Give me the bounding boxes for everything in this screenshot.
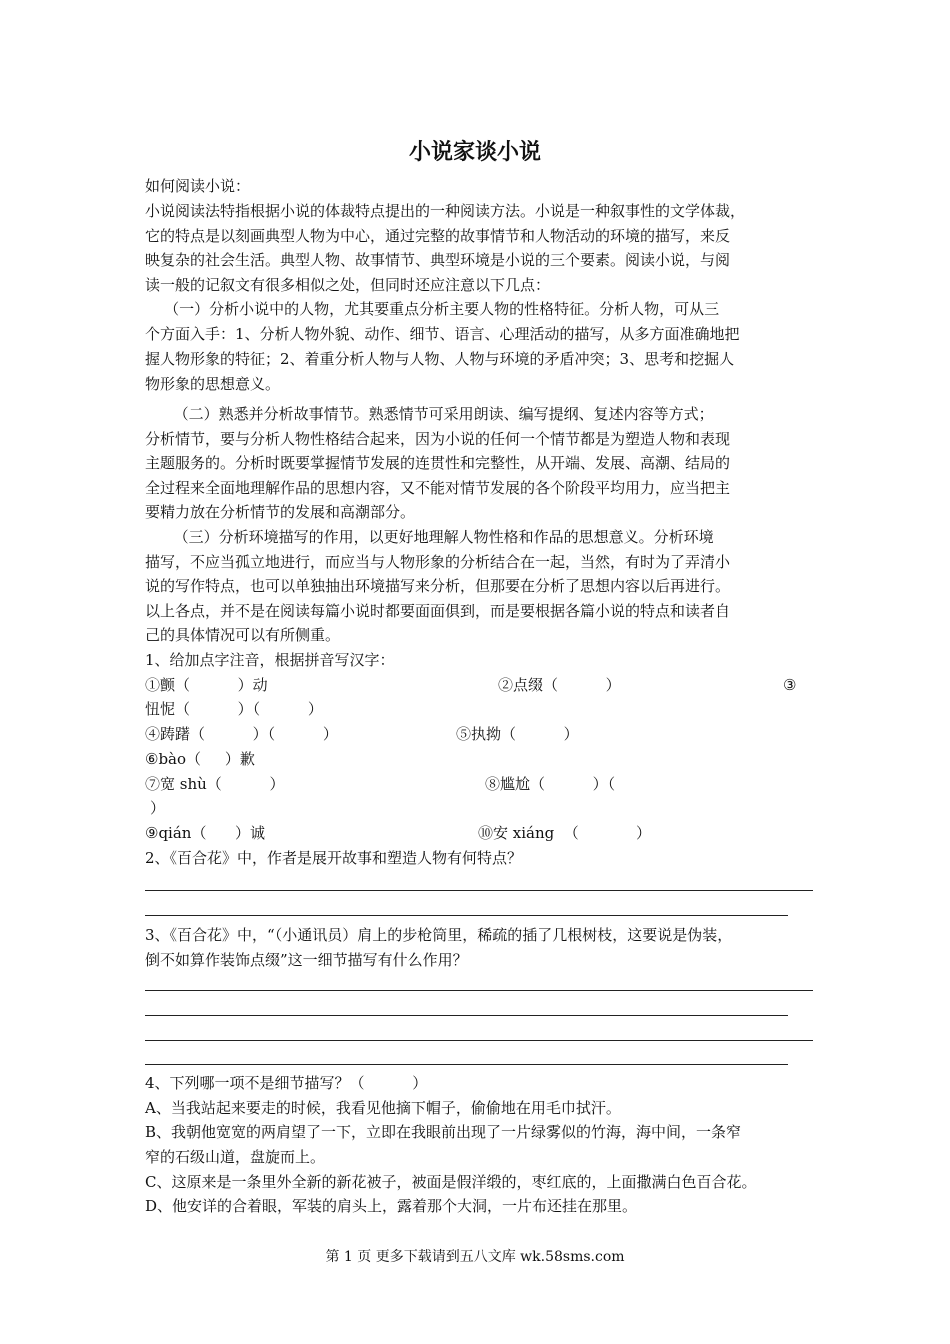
pinyin-item: ⑩安 xiáng （ ）	[478, 824, 651, 842]
pinyin-item: ）	[150, 799, 166, 817]
point-two-line: 全过程来全面地理解作品的思想内容，又不能对情节发展的各个阶段平均用力，应当把主	[145, 479, 731, 497]
point-three-line: 己的具体情况可以有所侧重。	[145, 626, 341, 644]
answer-line	[145, 990, 813, 991]
point-three-line: 描写，不应当孤立地进行，而应当与人物形象的分析结合在一起，当然，有时为了弄清小	[145, 553, 731, 571]
pinyin-item: ⑧尴尬（ ）（	[485, 775, 616, 793]
point-one-line: 物形象的思想意义。	[145, 375, 281, 393]
pinyin-item: ⑦宽 shù（ ）	[145, 775, 285, 793]
intro-line: 映复杂的社会生活。典型人物、故事情节、典型环境是小说的三个要素。阅读小说，与阅	[145, 251, 731, 269]
pinyin-item: 忸怩（ ）（ ）	[145, 700, 323, 718]
point-one-line: 握人物形象的特征；2、着重分析人物与人物、人物与环境的矛盾冲突；3、思考和挖掘人	[145, 350, 735, 368]
answer-line	[145, 1064, 788, 1065]
intro-line: 小说阅读法特指根据小说的体裁特点提出的一种阅读方法。小说是一种叙事性的文学体裁，	[145, 202, 746, 220]
question-3-line: 倒不如算作装饰点缀”这一细节描写有什么作用？	[145, 951, 468, 969]
point-one-line: 个方面入手：1、分析人物外貌、动作、细节、语言、心理活动的描写，从多方面准确地把	[145, 325, 740, 343]
option-b: B、我朝他宽宽的两肩望了一下，立即在我眼前出现了一片绿雾似的竹海，海中间，一条窄	[145, 1123, 742, 1141]
option-c: C、这原来是一条里外全新的新花被子，被面是假洋缎的，枣红底的，上面撒满白色百合花。	[145, 1173, 757, 1191]
point-two-line: （二）熟悉并分析故事情节。熟悉情节可采用朗读、编写提纲、复述内容等方式；	[145, 405, 714, 423]
question-4-prompt: 4、下列哪一项不是细节描写？（ ）	[145, 1074, 428, 1092]
question-2-prompt: 2、《百合花》中，作者是展开故事和塑造人物有何特点？	[145, 849, 523, 867]
point-one-line: （一）分析小说中的人物，尤其要重点分析主要人物的性格特征。分析人物，可从三	[145, 300, 720, 318]
question-1-prompt: 1、给加点字注音，根据拼音写汉字：	[145, 651, 395, 669]
option-b-cont: 窄的石级山道，盘旋而上。	[145, 1148, 326, 1166]
page-title: 小说家谈小说	[408, 139, 541, 165]
answer-line	[145, 1040, 813, 1041]
answer-line	[145, 890, 813, 891]
page-footer: 第 1 页 更多下载请到五八文库 wk.58sms.com	[325, 1249, 625, 1265]
question-3-line: 3、《百合花》中，“（小通讯员）肩上的步枪筒里，稀疏的插了几根树枝，这要说是伪装，	[145, 926, 733, 944]
pinyin-item: ④踌躇（ ）（ ）	[145, 725, 338, 743]
pinyin-item: ⑥bào（ ）歉	[145, 750, 255, 768]
pinyin-item: ⑨qián（ ）诚	[145, 824, 266, 842]
pinyin-item: ②点缀（ ）	[498, 676, 621, 694]
point-three-line: 以上各点，并不是在阅读每篇小说时都要面面俱到，而是要根据各篇小说的特点和读者自	[145, 602, 731, 620]
point-three-line: （三）分析环境描写的作用，以更好地理解人物性格和作品的思想意义。分析环境	[145, 528, 714, 546]
intro-line: 它的特点是以刻画典型人物为中心，通过完整的故事情节和人物活动的环境的描写，来反	[145, 227, 731, 245]
pinyin-item: ③	[783, 676, 797, 694]
point-three-line: 说的写作特点，也可以单独抽出环境描写来分析，但那要在分析了思想内容以后再进行。	[145, 577, 731, 595]
option-a: A、当我站起来要走的时候，我看见他摘下帽子，偷偷地在用毛巾拭汗。	[145, 1099, 621, 1117]
option-d: D、他安详的合着眼，军装的肩头上，露着那个大洞，一片布还挂在那里。	[145, 1197, 638, 1215]
point-two-line: 分析情节，要与分析人物性格结合起来，因为小说的任何一个情节都是为塑造人物和表现	[145, 430, 731, 448]
pinyin-item: ⑤执拗（ ）	[456, 725, 579, 743]
point-two-line: 主题服务的。分析时既要掌握情节发展的连贯性和完整性，从开端、发展、高潮、结局的	[145, 454, 731, 472]
pinyin-item: ①颤（ ）动	[145, 676, 268, 694]
intro-line: 读一般的记叙文有很多相似之处，但同时还应注意以下几点：	[145, 276, 551, 294]
intro-heading: 如何阅读小说：	[145, 177, 251, 195]
answer-line	[145, 915, 788, 916]
answer-line	[145, 1015, 788, 1016]
point-two-line: 要精力放在分析情节的发展和高潮部分。	[145, 503, 416, 521]
